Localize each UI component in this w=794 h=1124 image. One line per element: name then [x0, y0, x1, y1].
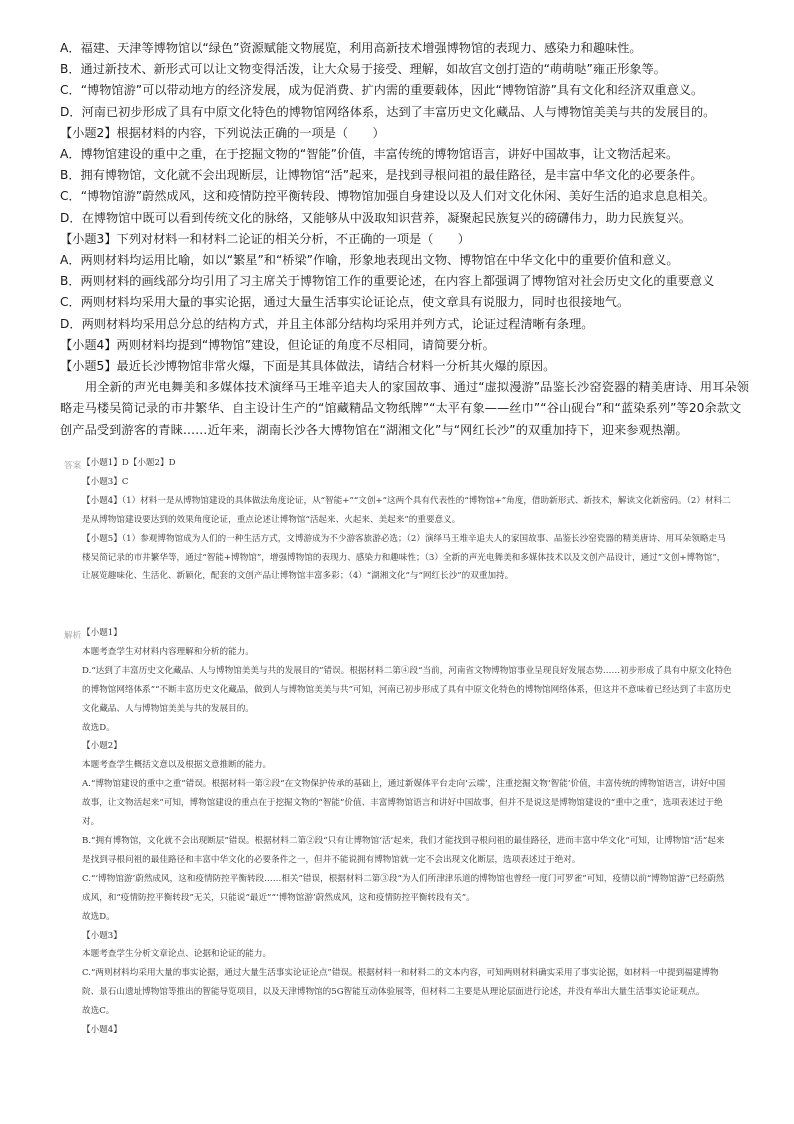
question-line: D．在博物馆中既可以看到传统文化的脉络，又能够从中汲取知识营养，凝聚起民族复兴的磅礴伟力，助力民族复兴。 — [60, 210, 691, 225]
analysis-line: 故选D。 — [82, 911, 115, 922]
question-line: D．两则材料均采用总分总的结构方式，并且主体部分结构均采用并列方式，论证过程清晰有条理。 — [60, 316, 594, 331]
question-line: A．博物馆建设的重中之重，在于挖掘文物的“智能”价值，丰富传统的博物馆语言，讲好中国故事，让文物活起来。 — [60, 147, 679, 162]
analysis-line: 【小题1】 — [82, 628, 122, 638]
question-line: D．河南已初步形成了具有中原文化特色的博物馆网络体系，达到了丰富历史文化藏品、人与博物馆美美与共的发展目的。 — [60, 104, 716, 119]
material-paragraph: 用全新的声光电舞美和多媒体技术演绎马王堆辛追夫人的家国故事、通过“虚拟漫游”品鉴长沙窑瓷器的精美唐诗、用耳朵领略走马楼吴简记录的市井繁华、自主设计生产的“馆藏精品文物纸牌”“太平有象——丝巾”“谷山砚台”和“蓝染系列”等20余款文创产品受到游客的青睐……近年来，湖南长沙各大博物馆在“湖湘文化”与“网红长沙”的双重加持下，迎来参观热潮。 — [60, 380, 750, 437]
answer-line: 【小题5】（1）参观博物馆成为人们的一种生活方式，文博游成为不少游客旅游必选；（2）演绎马王堆辛追夫人的家国故事、品鉴长沙窑瓷器的精美唐诗、用耳朵领略走马楼吴简记录的市井繁华等，通过“智能+博物馆”，增强博物馆的表现力、感染力和趣味性；（3）全新的声光电舞美和多媒体技术以及文创产品设计，通过“文创+博物馆”，让展览趣味化、生活化、新颖化，配套的文创产品让博物馆丰富多彩；（4）“湖湘文化”与“网红长沙”的双重加持。 — [82, 533, 726, 582]
answer-label: 答案 — [64, 461, 82, 471]
question-line: 【小题3】下列对材料一和材料二论证的相关分析，不正确的一项是（ ） — [60, 231, 470, 246]
analysis-line: 【小题4】 — [82, 1025, 122, 1036]
answer-line: 【小题4】（1）材料一是从博物馆建设的具体做法角度论证，从“智能+”“文创+”这两个具有代表性的“博物馆+”角度，借助新形式、新技术，解读文化新密码。（2）材料二是从博物馆建设要达到的效果角度论证，重点论述让博物馆“活起来、火起来、美起来”的重要意义。 — [82, 495, 731, 525]
analysis-line: 本题考查学生概括文意以及根据文意推断的能力。 — [82, 760, 272, 771]
question-line: B．拥有博物馆，文化就不会出现断层，让博物馆“活”起来，是找到寻根问祖的最佳路径，是丰富中华文化的必要条件。 — [60, 168, 703, 183]
question-line: A．两则材料均运用比喻，如以“繁星”和“桥梁”作喻，形象地表现出文物、博物馆在中华文化中的重要价值和意义。 — [60, 253, 679, 268]
analysis-line: 【小题2】 — [82, 741, 122, 752]
question-line: B．通过新技术、新形式可以让文物变得活泼，让大众易于接受、理解，如故宫文创打造的“萌萌哒”雍正形象等。 — [60, 62, 666, 77]
analysis-line: 故选D。 — [82, 722, 115, 733]
question-line: 【小题2】根据材料的内容，下列说法正确的一项是（ ） — [60, 125, 385, 140]
answer-line: 【小题3】C — [82, 476, 129, 487]
analysis-line: 【小题3】 — [82, 930, 122, 941]
question-line: 【小题5】最近长沙博物馆非常火爆，下面是其具体做法，请结合材料一分析其火爆的原因。 — [60, 359, 556, 374]
answer-section — [82, 454, 732, 586]
analysis-label: 解析 — [64, 631, 82, 641]
answer-line: 【小题1】D【小题2】D — [82, 458, 176, 468]
question-line: 【小题4】两则材料均提到“博物馆”建设，但论证的角度不尽相同，请简要分析。 — [60, 337, 495, 352]
analysis-line: 本题考查学生分析文章论点、论据和论证的能力。 — [82, 949, 272, 960]
analysis-line: 故选C。 — [82, 1006, 115, 1017]
question-line: B．两则材料的画线部分均引用了习主席关于博物馆工作的重要论述，在内容上都强调了博物馆对社会历史文化的重要意义 — [60, 274, 715, 289]
question-line: A．福建、天津等博物馆以“绿色”资源赋能文物展览，利用高新技术增强博物馆的表现力、感染力和趣味性。 — [60, 41, 642, 55]
analysis-line: A.“博物馆建设的重中之重”错误。根据材料一第②段“在文物保护传承的基础上，通过新媒体平台走向‘云端’，注重挖掘文物‘智能’价值，丰富传统的博物馆语言，讲好中国故事，让文物活起来”可知，博物馆建设的重点在于挖掘文物的“智能”价值、丰富博物馆语言和讲好中国故事，但并不是说这是博物馆建设的“重中之重”，选项表述过于绝对。 — [82, 779, 726, 828]
analysis-line: B.“拥有博物馆，文化就不会出现断层”错误。根据材料二第②段“只有让博物馆‘活’起来，我们才能找到寻根问祖的最佳路径，进而丰富中华文化”可知，让博物馆“活”起来是找到寻根问祖的最佳路径和丰富中华文化的必要条件之一，但并不能说拥有博物馆就一定不会出现文化断层，选项表述过于绝对。 — [82, 835, 725, 865]
question-line: C．两则材料均采用大量的事实论据，通过大量生活事实论证论点，使文章具有说服力，同时也很接地气。 — [60, 295, 630, 310]
analysis-line: 本题考查学生对材料内容理解和分析的能力。 — [82, 646, 254, 657]
question-line: C．“博物馆游”可以带动地方的经济发展，成为促消费、扩内需的重要载体，因此“博物馆游”具有文化和经济双重意义。 — [60, 83, 704, 98]
analysis-line: C.“两则材料均采用大量的事实论据，通过大量生活事实论证论点”错误。根据材料一和材料二的文本内容，可知两则材料确实采用了事实论据，如材料一中提到福建博物院、景石山遗址博物馆等推出的智能导览项目，以及天津博物馆的5G智能互动体验展等，但材料二主要是从理论层面进行论述，并没有举出大量生活事实论证观点。 — [82, 968, 719, 998]
analysis-line: C.“‘博物馆游’蔚然成风，这和疫情防控平衡转段……相关”错误，根据材料二第③段“为人们所津津乐道的博物馆也曾经一度门可罗雀”可知，疫情以前“博物馆游”已经蔚然成风，和“疫情防控平衡转段”无关，只能说“最近”“‘博物馆游’蔚然成风，这和疫情防控平衡转段有关”。 — [82, 873, 725, 903]
analysis-line: D.“达到了丰富历史文化藏品、人与博物馆美美与共的发展目的”错误。根据材料二第④段“当前，河南省文物博物馆事业呈现良好发展态势……初步形成了具有中原文化特色的博物馆网络体系”“不断丰富历史文化藏品，做到人与博物馆美美与共”可知，河南已初步形成了具有中原文化特色的博物馆网络体系，但这并不意味着已经达到了丰富历史文化藏品、人与博物馆美美与共的发展目的。 — [82, 665, 732, 714]
analysis-section — [82, 624, 732, 1040]
question-line: C．“博物馆游”蔚然成风，这和疫情防控平衡转段、博物馆加强自身建设以及人们对文化休闲、美好生活的追求息息相关。 — [60, 189, 715, 204]
question-section — [60, 38, 750, 441]
